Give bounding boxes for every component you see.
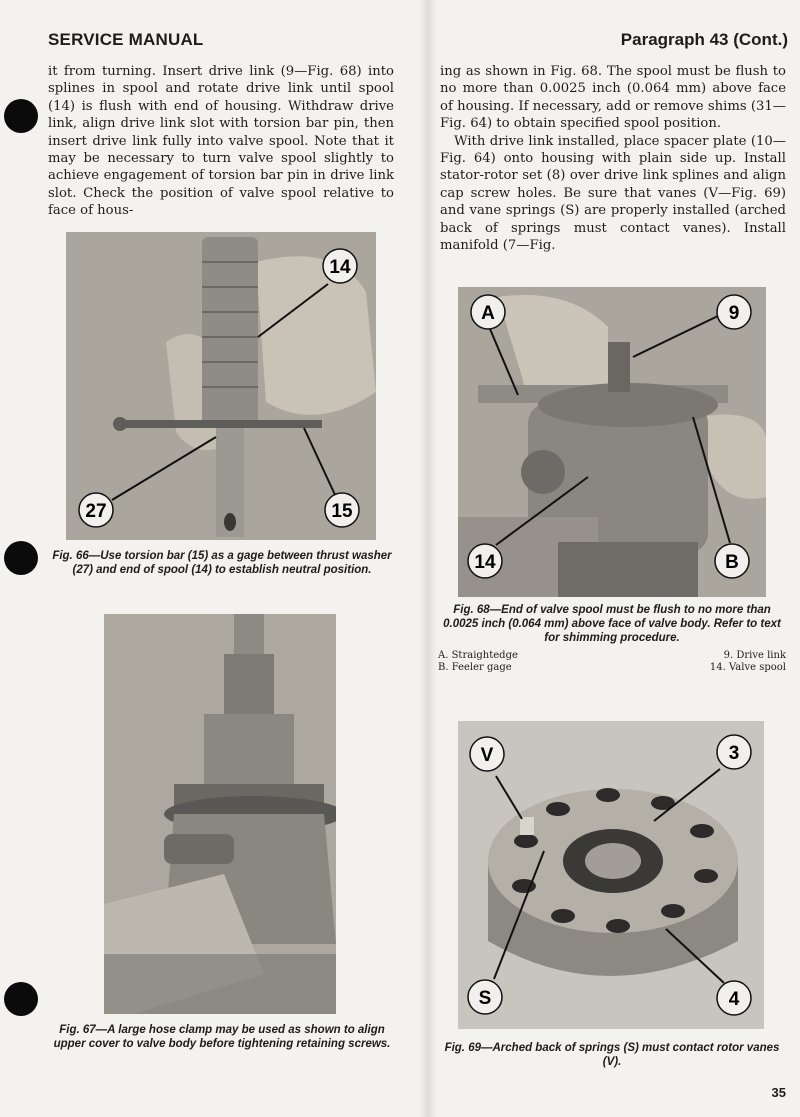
right-column-text: [440, 63, 786, 254]
fig66-photo: [66, 232, 376, 540]
legend-item-a: A. Straightedge: [438, 650, 518, 661]
legend-item-9: 9. Drive link: [723, 650, 786, 661]
left-column-text: [48, 63, 394, 220]
fig67-caption: Fig. 67—A large hose clamp may be used as shown to align upper cover to valve body before tightening retaining screws.: [53, 1024, 391, 1050]
callout-S: S: [478, 988, 492, 1009]
fig67-photo: [104, 614, 336, 1014]
fig68-legend: [438, 650, 786, 674]
fig69-illustration: [458, 721, 764, 1029]
fig68-illustration: [458, 287, 766, 597]
body-paragraph: it from turning. Insert drive link (9—Fig. 68) into splines in spool and rotate drive link until spool (14) is flush with end of housing. Withdraw drive link, align drive link slot with torsion bar pin, then insert drive link fully into valve spool. Note that it may be necessary to turn valve spool slightly to achieve engagement of torsion bar pin in drive link slot. Check the position of valve spool relative to face of hous-: [48, 64, 394, 219]
fig69-caption: Fig. 69—Arched back of springs (S) must contact rotor vanes (V).: [444, 1042, 780, 1068]
callout-27: 27: [85, 501, 107, 522]
fig68-caption: Fig. 68—End of valve spool must be flush to no more than 0.0025 inch (0.064 mm) above face of valve body. Refer to text for shimming procedure.: [443, 604, 781, 644]
callout-14: 14: [329, 257, 351, 278]
callout-V: V: [480, 745, 494, 766]
callout-A: A: [481, 303, 495, 324]
running-header-right: Paragraph 43 (Cont.): [620, 30, 788, 49]
fig69-photo: [458, 721, 764, 1029]
running-header-left: SERVICE MANUAL: [48, 30, 204, 49]
legend-item-14: 14. Valve spool: [709, 662, 786, 673]
page-number: 35: [771, 1085, 786, 1100]
fig68-photo: [458, 287, 766, 597]
fig66-caption: Fig. 66—Use torsion bar (15) as a gage between thrust washer (27) and end of spool (14) to establish neutral position.: [52, 550, 392, 576]
callout-14: 14: [474, 552, 496, 573]
callout-3: 3: [728, 743, 740, 764]
punch-hole-bottom: [4, 982, 38, 1016]
fig67-illustration: [104, 614, 336, 1014]
body-paragraph: With drive link installed, place spacer plate (10—Fig. 64) onto housing with plain side up. Install stator-rotor set (8) over drive link splines and align cap screw holes. Be sure that vanes (V—Fig. 69) and vane springs (S) are properly installed (arched back of springs must contact vanes). Install manifold (7—Fig.: [440, 133, 786, 254]
fig66-illustration: [66, 232, 376, 540]
punch-hole-middle: [4, 541, 38, 575]
legend-row: [438, 662, 786, 674]
legend-row: [438, 650, 786, 662]
callout-B: B: [725, 552, 739, 573]
legend-item-b: B. Feeler gage: [438, 662, 512, 673]
callout-9: 9: [728, 303, 740, 324]
callout-15: 15: [331, 501, 353, 522]
body-paragraph: ing as shown in Fig. 68. The spool must be flush to no more than 0.0025 inch (0.064 mm) above face of housing. If necessary, add or remove shims (31—Fig. 64) to obtain specified spool position.: [440, 64, 786, 132]
callout-4: 4: [728, 989, 740, 1010]
page-gutter: [419, 0, 437, 1117]
punch-hole-top: [4, 99, 38, 133]
